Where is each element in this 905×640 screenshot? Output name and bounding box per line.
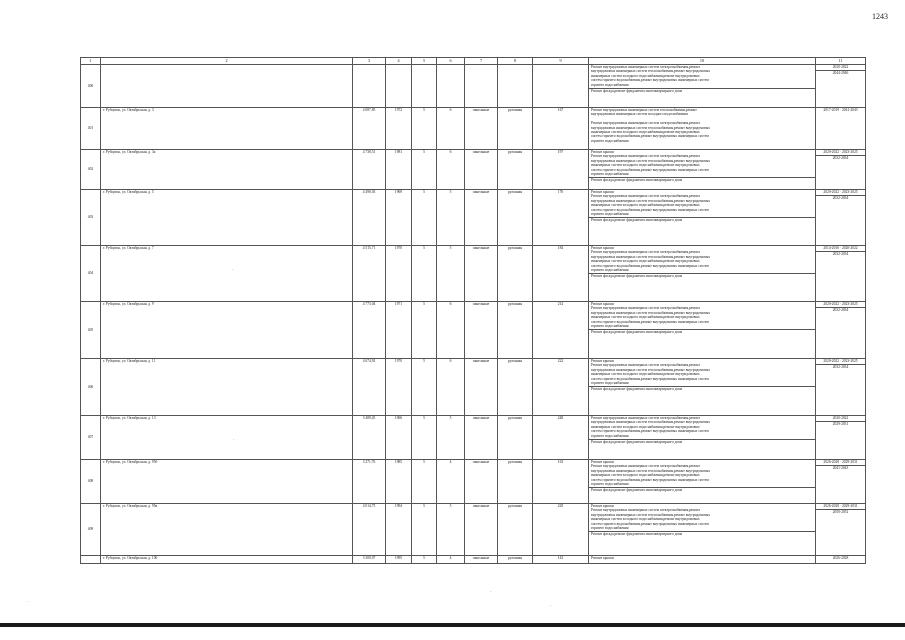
column-number-cell: 10 [589, 58, 816, 65]
address-cell: г. Рубцовск, ул. Октябрьская, д. 13 [101, 416, 353, 460]
repair-works-cell [589, 108, 816, 150]
scan-speck: · [550, 604, 552, 609]
address-cell: г. Рубцовск, ул. Октябрьская, д. 95б [101, 460, 353, 504]
address-cell: г. Рубцовск, ул. Октябрьская, д. 11 [101, 359, 353, 416]
col9-cell: 167 [533, 108, 589, 150]
year-cell: 1994 [386, 504, 412, 556]
work-line: внутридомовых инженерных систем теплоснабжения,ремонт внутридомовых [591, 367, 711, 372]
col9-cell: 214 [533, 302, 589, 359]
row-number-cell: 408 [81, 460, 101, 504]
col6-cell: 5 [437, 504, 465, 556]
year-cell: 1970 [386, 246, 412, 302]
work-line: Ремонт внутридомовых инженерных систем теплоснабжения,ремонт [591, 108, 697, 112]
work-line: инженерных систем холодного водоснабжения,ремонт внутридомовых [591, 517, 700, 522]
work-line: Ремонт внутридомовых инженерных систем электроснабжения,ремонт [591, 121, 700, 126]
area-cell [353, 65, 386, 108]
work-line: систем горячего водоснабжения,ремонт внутридомовых инженерных систем [591, 207, 709, 212]
row-number-cell [81, 556, 101, 564]
period-value: 2020-2022 · 2023-2025 [823, 302, 858, 306]
period-value: 2014-2016 · 2020-2022 [823, 246, 858, 250]
work-line: инженерных систем холодного водоснабжения,ремонт внутридомовых [591, 372, 700, 377]
col9-cell [533, 65, 589, 108]
period-value-secondary: 2050-2052 [816, 509, 865, 514]
col6-cell: 6 [437, 302, 465, 359]
col6-cell [437, 65, 465, 108]
row-number-cell: 405 [81, 302, 101, 359]
col5-cell [412, 65, 437, 108]
address-cell [101, 65, 353, 108]
work-line: горячего водоснабжения [591, 212, 629, 217]
wall-material-cell: панельные [465, 556, 498, 564]
column-number-cell: 5 [412, 58, 437, 65]
year-cell: 1981 [386, 150, 412, 190]
roof-type-cell: рулонная [498, 108, 533, 150]
wall-material-cell: панельные [465, 504, 498, 556]
col9-cell: 176 [533, 190, 589, 246]
scan-speck: · [27, 600, 29, 605]
area-cell: 4 738,51 [353, 150, 386, 190]
page-number: 1243 [872, 12, 888, 21]
work-line: Ремонт внутридомовых инженерных систем электроснабжения,ремонт [591, 250, 700, 255]
col5-cell: 5 [412, 460, 437, 504]
work-line-secondary: Ремонт фасада,ремонт фундамента многоквартирного дома [589, 531, 815, 536]
work-line: горячего водоснабжения [591, 526, 629, 531]
work-line: инженерных систем холодного водоснабжения,ремонт внутридомовых [591, 73, 700, 78]
column-number-cell: 8 [498, 58, 533, 65]
work-line: систем горячего водоснабжения,ремонт внутридомовых инженерных систем [591, 78, 709, 83]
area-cell: 4 674,92 [353, 359, 386, 416]
repair-works-cell [589, 359, 816, 416]
period-value: 2017-2019 · 2041-2043 [823, 108, 858, 112]
address-cell: г. Рубцовск, ул. Октябрьская, д. 95в [101, 504, 353, 556]
col9-cell: 229 [533, 504, 589, 556]
period-cell [816, 416, 866, 460]
repair-works-cell [589, 302, 816, 359]
year-cell: 1985 [386, 460, 412, 504]
work-line: внутридомовых инженерных систем теплоснабжения,ремонт внутридомовых [591, 198, 711, 203]
year-cell: 1966 [386, 416, 412, 460]
table-row [81, 246, 866, 302]
row-number-cell: 404 [81, 246, 101, 302]
col5-cell: 5 [412, 359, 437, 416]
period-cell [816, 460, 866, 504]
roof-type-cell: рулонная [498, 359, 533, 416]
col6-cell: 4 [437, 556, 465, 564]
work-line: Ремонт крыши [591, 460, 614, 464]
address-cell: г. Рубцовск, ул. Октябрьская, д. 9 [101, 302, 353, 359]
period-value: 2020-2022 · 2023-2025 [823, 190, 858, 194]
period-value-secondary: 2032-2034 [816, 364, 865, 369]
work-line: горячего водоснабжения [591, 482, 629, 487]
table-row [81, 108, 866, 150]
wall-material-cell: панельные [465, 460, 498, 504]
work-line: Ремонт внутридомовых инженерных систем электроснабжения,ремонт [591, 464, 700, 469]
period-value-secondary: 2032-2034 [816, 195, 865, 200]
repair-works-cell [589, 460, 816, 504]
work-line-secondary: Ремонт фасада,ремонт фундамента многоквартирного дома [589, 273, 815, 278]
row-number-cell: 406 [81, 359, 101, 416]
period-value: 2020-2022 · 2023-2025 [823, 150, 858, 154]
work-line: Ремонт крыши [591, 504, 614, 508]
year-cell: 1970 [386, 359, 412, 416]
address-cell: г. Рубцовск, ул. Октябрьская, д. 3а [101, 150, 353, 190]
work-line: внутридомовых инженерных систем теплоснабжения,ремонт внутридомовых [591, 125, 711, 130]
col6-cell: 5 [437, 246, 465, 302]
work-line: систем горячего водоснабжения,ремонт внутридомовых инженерных систем [591, 477, 709, 482]
work-line: Ремонт внутридомовых инженерных систем электроснабжения,ремонт [591, 306, 700, 311]
work-line-secondary: Ремонт фасада,ремонт фундамента многоквартирного дома [589, 88, 815, 93]
row-number-cell: 402 [81, 150, 101, 190]
period-value-secondary: 2044-2046 [816, 70, 865, 75]
col5-cell: 5 [412, 556, 437, 564]
roof-type-cell: рулонная [498, 416, 533, 460]
column-number-cell: 1 [81, 58, 101, 65]
col9-cell: 184 [533, 246, 589, 302]
column-number-cell: 7 [465, 58, 498, 65]
work-line: горячего водоснабжения [591, 268, 629, 273]
work-line: Ремонт внутридомовых инженерных систем электроснабжения,ремонт [591, 194, 700, 199]
col5-cell: 5 [412, 190, 437, 246]
period-value-secondary: 2041-2043 [816, 465, 865, 470]
col6-cell: 5 [437, 190, 465, 246]
roof-type-cell: рулонная [498, 150, 533, 190]
year-cell: 1995 [386, 556, 412, 564]
work-line: внутридомовых инженерных систем теплоснабжения,ремонт внутридомовых [591, 310, 711, 315]
repair-works-cell [589, 556, 816, 564]
col5-cell: 5 [412, 246, 437, 302]
column-number-cell: 2 [101, 58, 353, 65]
work-line: систем горячего водоснабжения,ремонт внутридомовых инженерных систем [591, 319, 709, 324]
work-line-secondary: Ремонт фасада,ремонт фундамента многоквартирного дома [589, 177, 815, 182]
col5-cell: 5 [412, 150, 437, 190]
table-row [81, 150, 866, 190]
work-line: горячего водоснабжения [591, 324, 629, 329]
period-cell [816, 359, 866, 416]
repair-works-cell [589, 65, 816, 108]
row-number-cell: 403 [81, 190, 101, 246]
column-number-cell: 3 [353, 58, 386, 65]
work-line: горячего водоснабжения [591, 82, 629, 87]
table-row [81, 65, 866, 108]
column-number-cell: 4 [386, 58, 412, 65]
period-cell [816, 65, 866, 108]
work-line: систем горячего водоснабжения,ремонт внутридомовых инженерных систем [591, 521, 709, 526]
period-cell [816, 246, 866, 302]
work-line: Ремонт крыши [591, 359, 614, 363]
period-cell [816, 190, 866, 246]
col6-cell: 6 [437, 150, 465, 190]
work-line: горячего водоснабжения [591, 172, 629, 177]
year-cell: 1971 [386, 302, 412, 359]
work-line: горячего водоснабжения [591, 381, 629, 386]
wall-material-cell: панельные [465, 150, 498, 190]
col5-cell: 5 [412, 416, 437, 460]
wall-material-cell: панельные [465, 246, 498, 302]
area-cell: 3 489,45 [353, 416, 386, 460]
work-line: инженерных систем холодного водоснабжения,ремонт внутридомовых [591, 259, 700, 264]
period-value: 2026-2028 [832, 556, 849, 560]
wall-material-cell: панельные [465, 359, 498, 416]
col9-cell: 197 [533, 150, 589, 190]
wall-material-cell: панельные [465, 302, 498, 359]
wall-material-cell [465, 65, 498, 108]
scan-speck: · [232, 268, 234, 273]
scan-bottom-edge [0, 623, 905, 627]
period-cell [816, 108, 866, 150]
repair-works-cell [589, 504, 816, 556]
work-line: инженерных систем холодного водоснабжения,ремонт внутридомовых [591, 163, 700, 168]
row-number-cell: 401 [81, 108, 101, 150]
work-line: горячего водоснабжения [591, 433, 629, 438]
column-number-cell: 11 [816, 58, 866, 65]
work-line: Ремонт внутридомовых инженерных систем электроснабжения,ремонт [591, 363, 700, 368]
table-row [81, 504, 866, 556]
work-line: Ремонт крыши [591, 302, 614, 306]
area-cell: 4 087,85 [353, 108, 386, 150]
area-cell: 4 014,75 [353, 504, 386, 556]
roof-type-cell: рулонная [498, 302, 533, 359]
period-value-secondary: 2029-2031 [816, 421, 865, 426]
work-line: Ремонт крыши [591, 556, 614, 560]
work-line: инженерных систем холодного водоснабжения,ремонт внутридомовых [591, 130, 700, 135]
col5-cell: 5 [412, 504, 437, 556]
area-cell: 4 490,03 [353, 190, 386, 246]
column-number-header [81, 58, 866, 65]
row-number-cell: 407 [81, 416, 101, 460]
work-line: инженерных систем холодного водоснабжения,ремонт внутридомовых [591, 473, 700, 478]
work-line: внутридомовых инженерных систем холодного водоснабжения [591, 112, 688, 117]
address-cell: г. Рубцовск, ул. Октябрьская, д. 100 [101, 556, 353, 564]
work-line: систем горячего водоснабжения,ремонт внутридомовых инженерных систем [591, 263, 709, 268]
col5-cell: 5 [412, 108, 437, 150]
col6-cell: 5 [437, 416, 465, 460]
work-line: инженерных систем холодного водоснабжения,ремонт внутридомовых [591, 203, 700, 208]
roof-type-cell: рулонная [498, 460, 533, 504]
year-cell: 1972 [386, 108, 412, 150]
work-line: инженерных систем холодного водоснабжения,ремонт внутридомовых [591, 315, 700, 320]
work-line: Ремонт крыши [591, 150, 614, 154]
repair-works-cell [589, 246, 816, 302]
work-line: Ремонт крыши [591, 246, 614, 250]
wall-material-cell: панельные [465, 190, 498, 246]
work-line: внутридомовых инженерных систем теплоснабжения,ремонт внутридомовых [591, 254, 711, 259]
period-value-secondary: 2032-2034 [816, 155, 865, 160]
table-row [81, 460, 866, 504]
col5-cell: 5 [412, 302, 437, 359]
period-value: 2020-2022 [832, 65, 849, 69]
work-line-secondary: Ремонт фасада,ремонт фундамента многоквартирного дома [589, 386, 815, 391]
work-line: внутридомовых инженерных систем теплоснабжения,ремонт внутридомовых [591, 420, 711, 425]
area-cell: 3 271,76 [353, 460, 386, 504]
work-line: систем горячего водоснабжения,ремонт внутридомовых инженерных систем [591, 429, 709, 434]
year-cell [386, 65, 412, 108]
work-line-secondary: Ремонт фасада,ремонт фундамента многоквартирного дома [589, 217, 815, 222]
work-line-secondary: Ремонт фасада,ремонт фундамента многоквартирного дома [589, 439, 815, 444]
roof-type-cell: рулонная [498, 556, 533, 564]
work-line: систем горячего водоснабжения,ремонт внутридомовых инженерных систем [591, 134, 709, 139]
period-cell [816, 302, 866, 359]
col9-cell: 222 [533, 359, 589, 416]
repair-works-cell [589, 190, 816, 246]
period-value: 2026-2028 · 2029-2031 [823, 460, 858, 464]
table-row [81, 190, 866, 246]
period-value: 2020-2022 · 2023-2025 [823, 359, 858, 363]
wall-material-cell: панельные [465, 416, 498, 460]
area-cell: 4 773,04 [353, 302, 386, 359]
period-cell [816, 504, 866, 556]
address-cell: г. Рубцовск, ул. Октябрьская, д. 5 [101, 190, 353, 246]
col9-cell: 163 [533, 460, 589, 504]
period-value-secondary: 2032-2034 [816, 251, 865, 256]
work-line: систем горячего водоснабжения,ремонт внутридомовых инженерных систем [591, 376, 709, 381]
work-line: горячего водоснабжения [591, 138, 629, 143]
column-number-cell: 6 [437, 58, 465, 65]
period-cell [816, 556, 866, 564]
area-cell: 3 300,07 [353, 556, 386, 564]
roof-type-cell: рулонная [498, 246, 533, 302]
wall-material-cell: панельные [465, 108, 498, 150]
period-value-secondary: 2032-2034 [816, 307, 865, 312]
work-line: внутридомовых инженерных систем теплоснабжения,ремонт внутридомовых [591, 468, 711, 473]
col9-cell: 143 [533, 556, 589, 564]
register-sheet [80, 57, 865, 577]
col9-cell: 248 [533, 416, 589, 460]
roof-type-cell: рулонная [498, 190, 533, 246]
repair-works-cell [589, 416, 816, 460]
table-row [81, 416, 866, 460]
col6-cell: 6 [437, 359, 465, 416]
work-line: внутридомовых инженерных систем теплоснабжения,ремонт внутридомовых [591, 158, 711, 163]
year-cell: 1969 [386, 190, 412, 246]
row-number-cell: 409 [81, 504, 101, 556]
period-value: 2026-2028 · 2029-2031 [823, 504, 858, 508]
repair-works-cell [589, 150, 816, 190]
table-row [81, 359, 866, 416]
area-cell: 4 515,71 [353, 246, 386, 302]
period-cell [816, 150, 866, 190]
row-number-cell: 400 [81, 65, 101, 108]
address-cell: г. Рубцовск, ул. Октябрьская, д. 3 [101, 108, 353, 150]
roof-type-cell [498, 65, 533, 108]
table-row [81, 556, 866, 564]
period-value: 2020-2022 [832, 416, 849, 420]
scan-speck: · [490, 590, 492, 595]
work-line: Ремонт внутридомовых инженерных систем электроснабжения,ремонт [591, 154, 700, 159]
work-line: внутридомовых инженерных систем теплоснабжения,ремонт внутридомовых [591, 512, 711, 517]
work-line: Ремонт внутридомовых инженерных систем электроснабжения,ремонт [591, 508, 700, 513]
capital-repair-register-table [80, 57, 866, 564]
work-line: внутридомовых инженерных систем теплоснабжения,ремонт внутридомовых [591, 69, 711, 74]
col6-cell: 4 [437, 460, 465, 504]
col6-cell: 6 [437, 108, 465, 150]
work-line-secondary: Ремонт фасада,ремонт фундамента многоквартирного дома [589, 487, 815, 492]
table-row [81, 302, 866, 359]
work-line-secondary: Ремонт фасада,ремонт фундамента многоквартирного дома [589, 329, 815, 334]
work-line: систем горячего водоснабжения,ремонт внутридомовых инженерных систем [591, 167, 709, 172]
work-line: инженерных систем холодного водоснабжения,ремонт внутридомовых [591, 424, 700, 429]
roof-type-cell: рулонная [498, 504, 533, 556]
scan-speck: · [233, 438, 235, 443]
work-line: Ремонт крыши [591, 190, 614, 194]
work-line: Ремонт внутридомовых инженерных систем электроснабжения,ремонт [591, 65, 700, 69]
column-number-cell: 9 [533, 58, 589, 65]
work-line: Ремонт внутридомовых инженерных систем электроснабжения,ремонт [591, 416, 700, 420]
address-cell: г. Рубцовск, ул. Октябрьская, д. 7 [101, 246, 353, 302]
